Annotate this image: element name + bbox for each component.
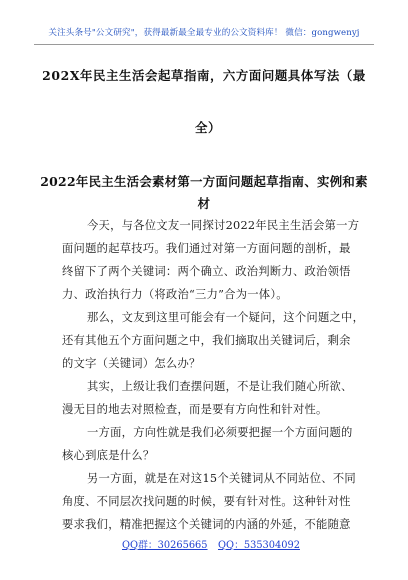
body-line: 核心到底是什么？	[62, 449, 155, 462]
document-subtitle-line-2: 材	[197, 196, 211, 211]
body-line: 那么，文友到这里可能会有一个疑问，这个问题之中，	[87, 311, 365, 324]
header-divider	[34, 44, 374, 45]
footer-qq-group-link[interactable]: QQ群：30265665	[122, 540, 208, 551]
body-line: 面问题的起草技巧。我们通过对第一方面问题的剖析，最	[62, 242, 351, 255]
body-line: 另一方面，就是在对这15个关键词从不同站位、不同	[87, 472, 356, 485]
body-line: 终留下了两个关键词：两个确立、政治判断力、政治领悟	[62, 265, 351, 278]
document-title-line-2: 全）	[195, 120, 221, 135]
body-line: 一方面，方向性就是我们必须要把握一个方面问题的	[87, 426, 353, 439]
body-line: 漫无目的地去对照检查，而是要有方向性和针对性。	[62, 403, 328, 416]
body-line: 其实，上级让我们查摆问题，不是让我们随心所欲、	[87, 380, 353, 393]
body-line: 力、政治执行力（将政治“三力”合为一体）。	[62, 288, 288, 301]
body-line: 的文字（关键词）怎么办？	[62, 357, 201, 370]
document-subtitle-line-1: 2022年民主生活会素材第一方面问题起草指南、实例和素	[40, 174, 368, 189]
header-promo-note: 关注头条号"公文研究"，获得最新最全最专业的公文资料库！ 微信：gongwenyj	[48, 28, 360, 38]
document-title-line-1: 202X年民主生活会起草指南，六方面问题具体写法（最	[42, 68, 366, 83]
body-line: 角度、不同层次找问题的时候，要有针对性。这种针对性	[62, 495, 351, 508]
body-line: 还有其他五个方面问题之中，我们摘取出关键词后，剩余	[62, 334, 351, 347]
body-line: 今天，与各位文友一同探讨2022年民主生活会第一方	[87, 219, 360, 232]
footer-qq-contact-link[interactable]: QQ：535304092	[218, 540, 300, 551]
body-line: 要求我们，精准把握这个关键词的内涵的外延，不能随意	[62, 518, 351, 531]
